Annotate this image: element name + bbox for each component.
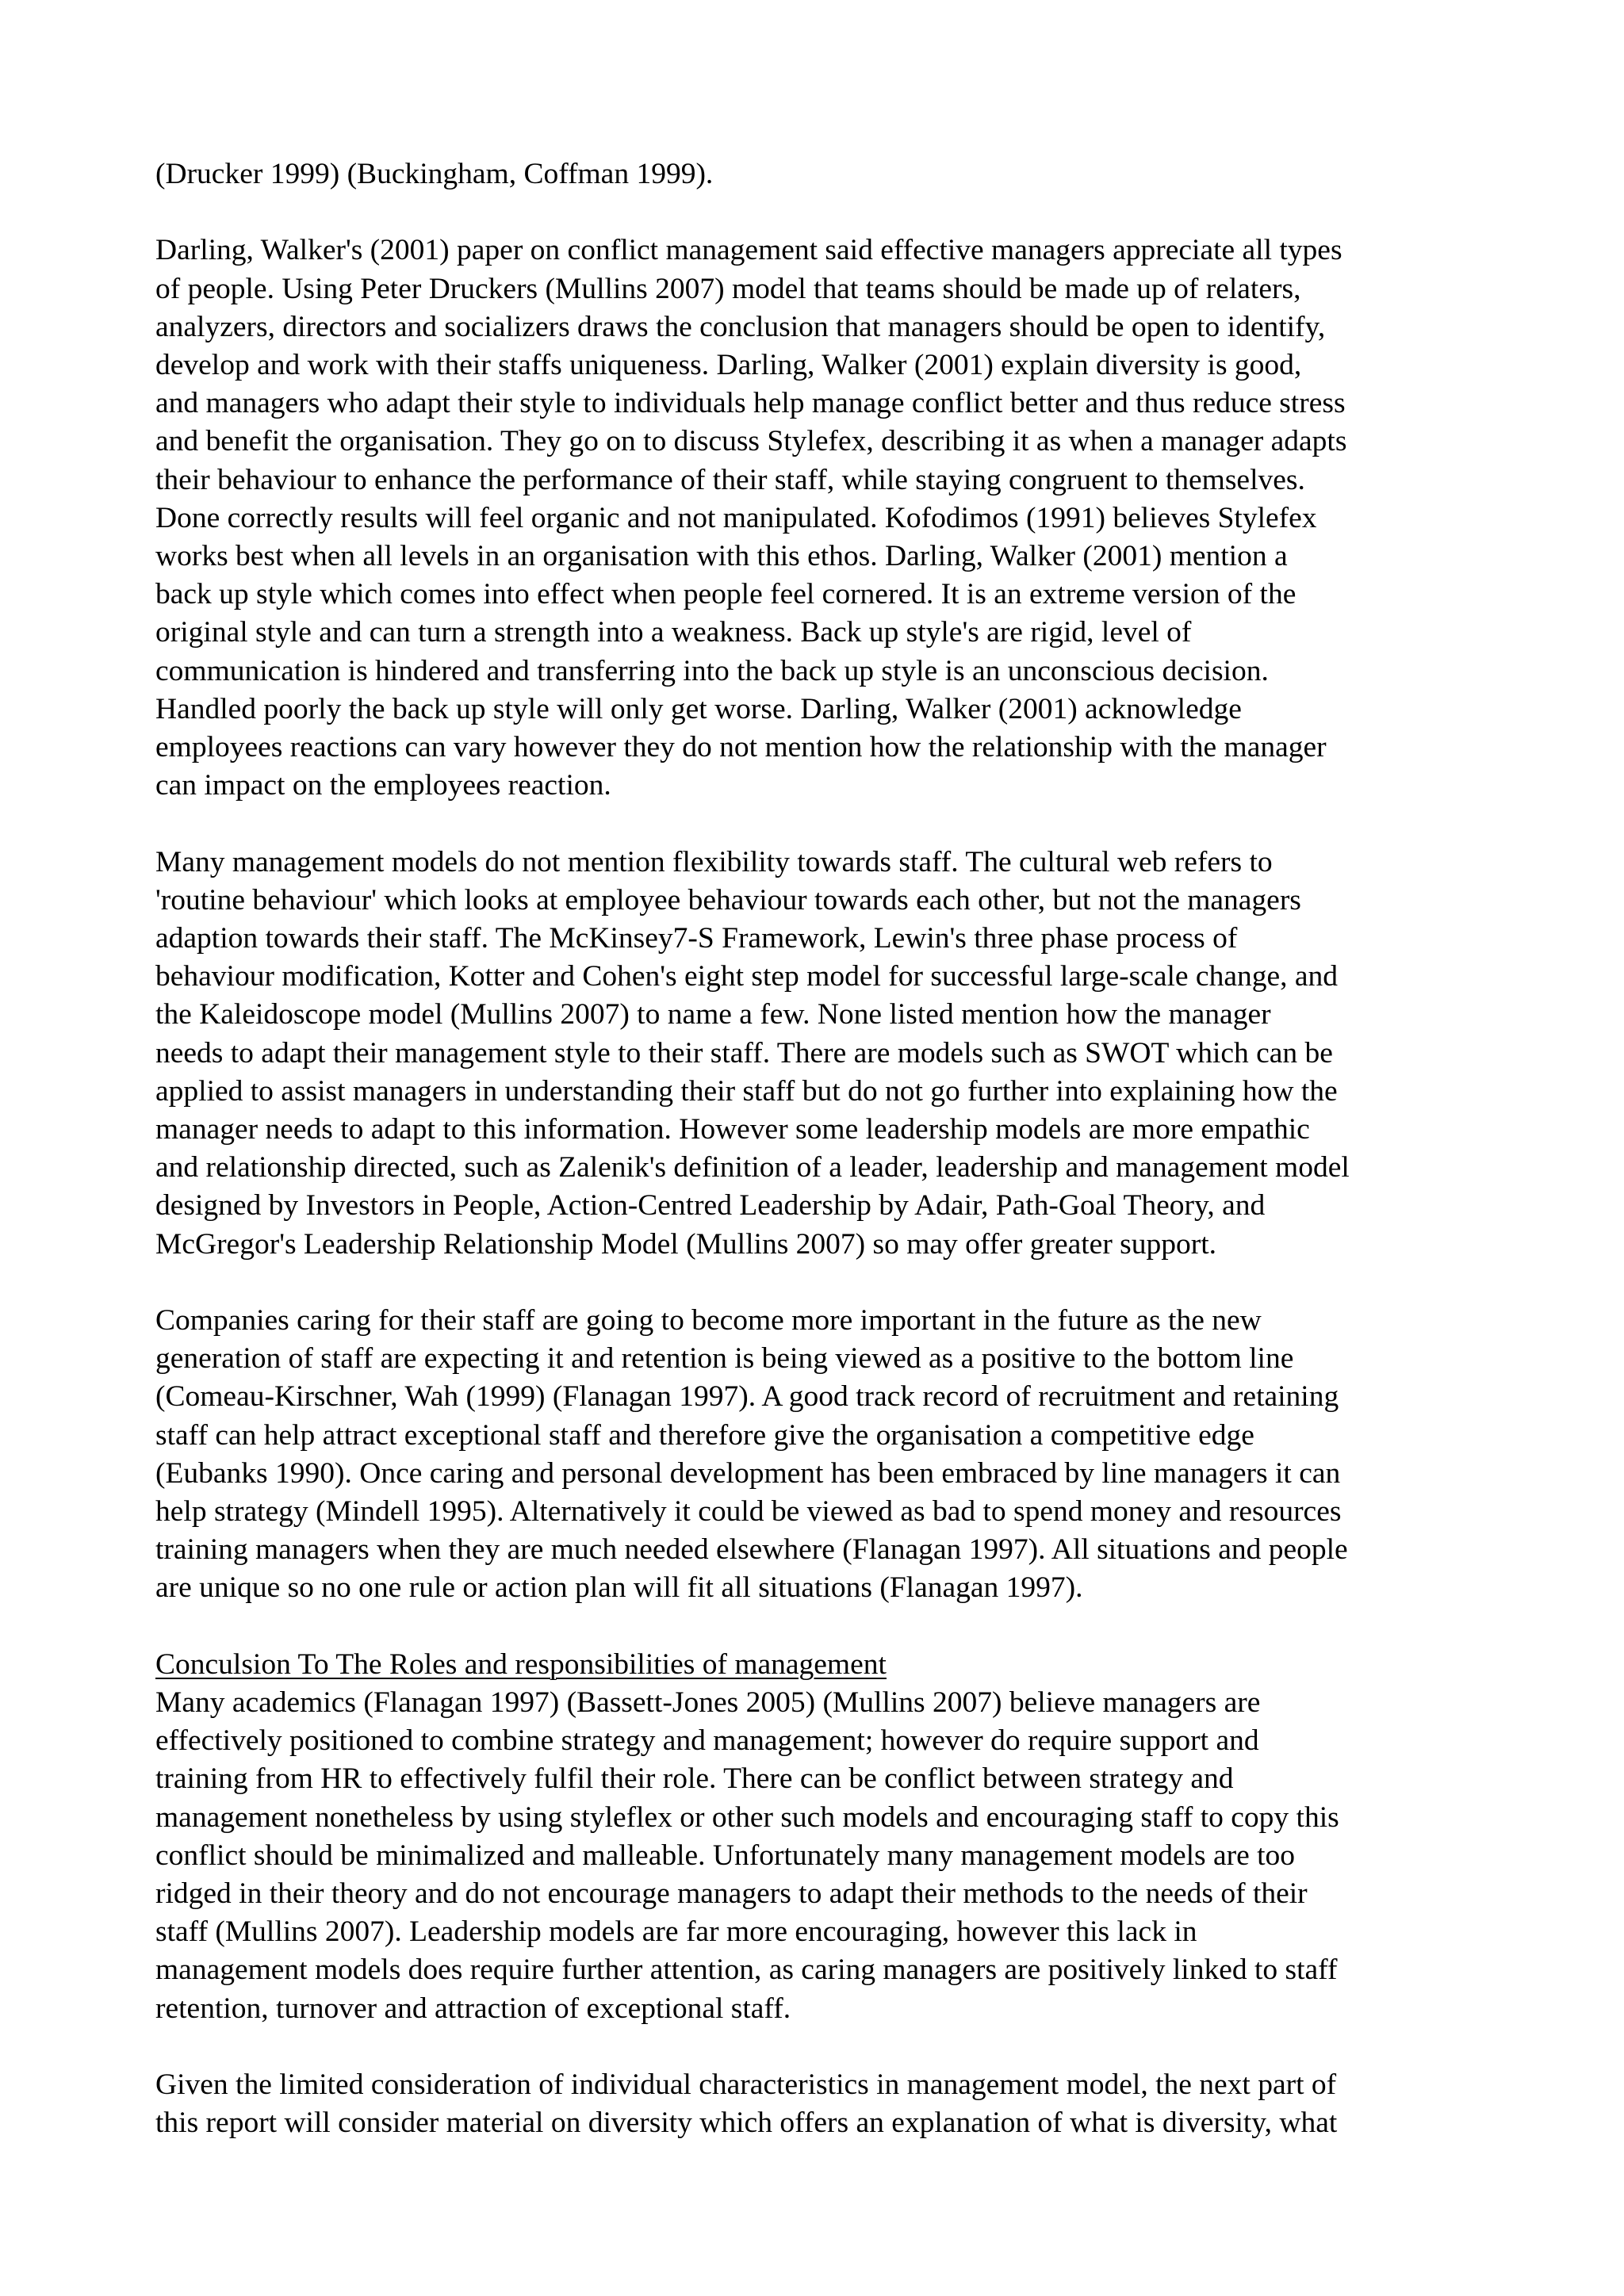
text-line: their behaviour to enhance the performance of their staff, while staying congruent to themselves. xyxy=(155,463,1305,496)
paragraph-gap xyxy=(155,2028,1503,2066)
document-body xyxy=(155,155,1503,2142)
text-line: staff can help attract exceptional staff and therefore give the organisation a competitive edge xyxy=(155,1418,1254,1452)
text-line: management nonetheless by using styleflex or other such models and encouraging staff to copy this xyxy=(155,1800,1339,1834)
text-line: works best when all levels in an organisation with this ethos. Darling, Walker (2001) mention a xyxy=(155,540,1288,573)
paragraph-caring-companies xyxy=(155,1302,1503,1608)
text-line: Handled poorly the back up style will only get worse. Darling, Walker (2001) acknowledge xyxy=(155,692,1242,725)
text-line: and benefit the organisation. They go on to discuss Stylefex, describing it as when a manager adapts xyxy=(155,425,1347,458)
text-line: can impact on the employees reaction. xyxy=(155,769,611,802)
text-line: management models does require further attention, as caring managers are positively linked to staff xyxy=(155,1954,1338,1987)
text-line: behaviour modification, Kotter and Cohen's eight step model for successful large-scale change, and xyxy=(155,960,1339,993)
text-line: Given the limited consideration of individual characteristics in management model, the next part of xyxy=(155,2068,1337,2102)
text-line: manager needs to adapt to this information. However some leadership models are more empathic xyxy=(155,1113,1310,1146)
text-line: training from HR to effectively fulfil their role. There can be conflict between strategy and xyxy=(155,1762,1234,1796)
paragraph-gap xyxy=(155,193,1503,232)
text-line: and relationship directed, such as Zalenik's definition of a leader, leadership and management model xyxy=(155,1151,1350,1184)
text-line: McGregor's Leadership Relationship Model (Mullins 2007) so may offer greater support. xyxy=(155,1227,1217,1261)
text-line: the Kaleidoscope model (Mullins 2007) to name a few. None listed mention how the manager xyxy=(155,998,1271,1031)
text-line: and managers who adapt their style to individuals help manage conflict better and thus reduce stress xyxy=(155,387,1346,420)
paragraph-diversity-intro xyxy=(155,2066,1503,2142)
text-line: conflict should be minimalized and malleable. Unfortunately many management models are too xyxy=(155,1839,1296,1872)
text-line: (Drucker 1999) (Buckingham, Coffman 1999). xyxy=(155,158,714,190)
text-line: analyzers, directors and socializers draws the conclusion that managers should be open to identify, xyxy=(155,310,1326,343)
text-line: effectively positioned to combine strategy and management; however do require support and xyxy=(155,1724,1259,1758)
paragraph-gap xyxy=(155,1608,1503,1646)
text-line: Darling, Walker's (2001) paper on conflict management said effective managers appreciate all types xyxy=(155,234,1342,267)
text-line: training managers when they are much needed elsewhere (Flanagan 1997). All situations and people xyxy=(155,1533,1348,1567)
text-line: communication is hindered and transferring into the back up style is an unconscious decision. xyxy=(155,654,1269,687)
text-line: 'routine behaviour' which looks at employee behaviour towards each other, but not the managers xyxy=(155,883,1301,916)
text-line: generation of staff are expecting it and retention is being viewed as a positive to the bottom line xyxy=(155,1342,1294,1376)
text-line: this report will consider material on diversity which offers an explanation of what is diversity, what xyxy=(155,2107,1338,2140)
section-heading: Conculsion To The Roles and responsibilities of management xyxy=(155,1647,887,1681)
paragraph-gap xyxy=(155,805,1503,843)
text-line: develop and work with their staffs uniqueness. Darling, Walker (2001) explain diversity is good, xyxy=(155,349,1302,381)
text-line: of people. Using Peter Druckers (Mullins 2007) model that teams should be made up of relaters, xyxy=(155,272,1301,305)
paragraph-gap xyxy=(155,1264,1503,1302)
text-line: designed by Investors in People, Action-Centred Leadership by Adair, Path-Goal Theory, and xyxy=(155,1189,1266,1223)
text-line: staff (Mullins 2007). Leadership models are far more encouraging, however this lack in xyxy=(155,1915,1197,1949)
text-line: Many management models do not mention flexibility towards staff. The cultural web refers to xyxy=(155,845,1273,878)
paragraph-management-models xyxy=(155,844,1503,1264)
text-line: Done correctly results will feel organic and not manipulated. Kofodimos (1991) believes Stylefex xyxy=(155,501,1317,534)
text-line: (Eubanks 1990). Once caring and personal development has been embraced by line managers it can xyxy=(155,1456,1341,1490)
text-line: Companies caring for their staff are going to become more important in the future as the new xyxy=(155,1304,1262,1337)
text-line: applied to assist managers in understanding their staff but do not go further into explaining how the xyxy=(155,1074,1338,1108)
text-line: (Comeau-Kirschner, Wah (1999) (Flanagan 1997). A good track record of recruitment and retaining xyxy=(155,1380,1339,1414)
text-line: back up style which comes into effect when people feel cornered. It is an extreme version of the xyxy=(155,578,1297,611)
opening-citation-line xyxy=(155,155,1503,193)
text-line: Many academics (Flanagan 1997) (Bassett-Jones 2005) (Mullins 2007) believe managers are xyxy=(155,1686,1261,1720)
text-line: retention, turnover and attraction of exceptional staff. xyxy=(155,1992,791,2025)
text-line: employees reactions can vary however they do not mention how the relationship with the manager xyxy=(155,731,1327,764)
text-line: needs to adapt their management style to their staff. There are models such as SWOT which can be xyxy=(155,1036,1333,1070)
paragraph-conflict-management xyxy=(155,232,1503,805)
text-line: are unique so no one rule or action plan will fit all situations (Flanagan 1997). xyxy=(155,1571,1083,1605)
text-line: adaption towards their staff. The McKinsey7-S Framework, Lewin's three phase process of xyxy=(155,922,1238,955)
conclusion-section xyxy=(155,1646,1503,2028)
text-line: help strategy (Mindell 1995). Alternatively it could be viewed as bad to spend money and resources xyxy=(155,1495,1342,1529)
text-line: original style and can turn a strength into a weakness. Back up style's are rigid, level of xyxy=(155,616,1192,649)
text-line: ridged in their theory and do not encourage managers to adapt their methods to the needs of their xyxy=(155,1877,1308,1911)
